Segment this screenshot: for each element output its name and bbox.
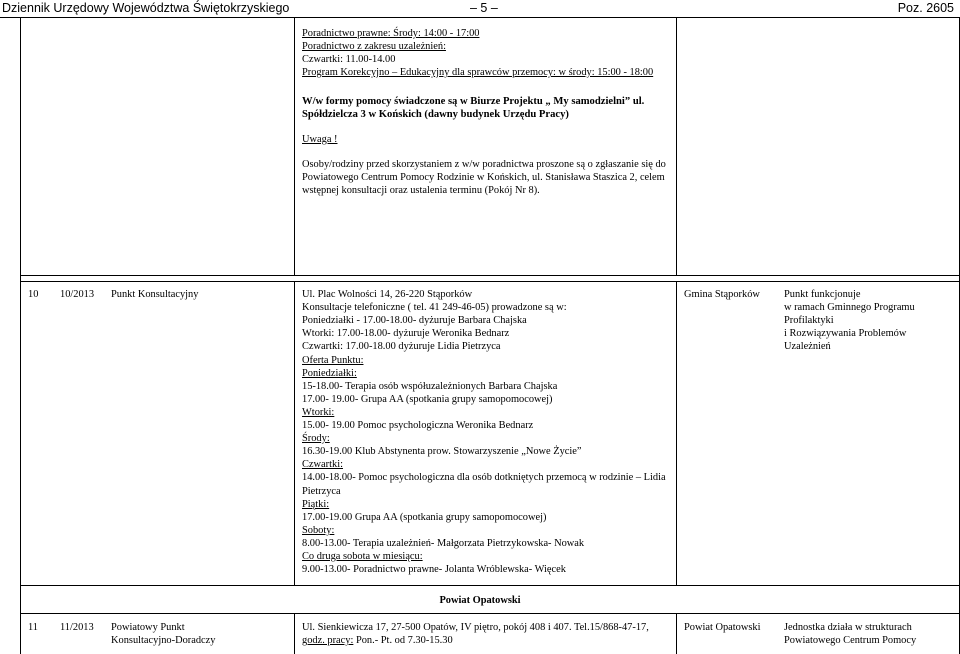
note-heading: Uwaga !	[302, 134, 338, 145]
row10-id: 10/2013	[60, 289, 95, 300]
row11-hours-value: Pon.- Pt. od 7.30-15.30	[353, 635, 453, 646]
row11-hours-label: godz. pracy:	[302, 635, 354, 646]
row10-desc-line: 15-18.00- Terapia osób współuzależnionych Barbara Chajska	[302, 380, 558, 392]
row10-note-line: Profilaktyki	[784, 315, 834, 327]
row10-desc-line: 17.00-19.00 Grupa AA (spotkania grupy samopomocowej)	[302, 511, 547, 523]
row10-desc-line: Środy:	[302, 433, 330, 445]
border-desc-left-top	[294, 18, 295, 275]
row11-name-line2: Konsultacyjno-Doradczy	[111, 635, 216, 646]
legal-advice-hours: Poradnictwo prawne: Środy: 14:00 - 17:00	[302, 28, 480, 39]
row10-desc-line: Czwartki:	[302, 459, 343, 471]
row-divider-4	[20, 613, 960, 614]
project-office-line2: Spółdzielcza 3 w Końskich (dawny budynek Urzędu Pracy)	[302, 109, 569, 120]
row10-note-line: Punkt funkcjonuje	[784, 289, 861, 300]
corrective-program: Program Korekcyjno – Edukacyjny dla sprawców przemocy: w środy: 15:00 - 18:00	[302, 67, 654, 78]
row10-name: Punkt Konsultacyjny	[111, 289, 199, 300]
border-desc-left-row11	[294, 614, 295, 654]
row10-number: 10	[28, 289, 39, 300]
row10-desc-line: Konsultacje telefoniczne ( tel. 41 249-46-05) prowadzone są w:	[302, 302, 567, 314]
note-line3: wstępnej konsultacji oraz ustalenia terminu (Pokój Nr 8).	[302, 185, 540, 196]
row10-desc-line: Poniedziałki:	[302, 367, 357, 379]
row11-gmina: Powiat Opatowski	[684, 622, 761, 633]
row10-desc-line: 15.00- 19.00 Pomoc psychologiczna Weronika Bednarz	[302, 420, 534, 431]
row10-desc-line: 14.00-18.00- Pomoc psychologiczna dla osób dotkniętych przemocą w rodzinie – Lidia	[302, 472, 666, 484]
row10-desc-line: 17.00- 19.00- Grupa AA (spotkania grupy samopomocowej)	[302, 393, 553, 405]
row10-desc-line: Pietrzyca	[302, 485, 341, 497]
position-number: Poz. 2605	[897, 1, 954, 15]
row11-note-line2: Powiatowego Centrum Pomocy	[784, 635, 917, 646]
row10-desc-line: Soboty:	[302, 524, 335, 536]
journal-title: Dziennik Urzędowy Województwa Świętokrzyskiego	[2, 1, 290, 15]
row10-desc-line: Czwartki: 17.00-18.00 dyżuruje Lidia Pietrzyca	[302, 341, 501, 353]
addiction-advice-hours: Czwartki: 11.00-14.00	[302, 54, 396, 65]
row11-number: 11	[28, 622, 39, 633]
page-number: – 5 –	[470, 1, 498, 15]
row-divider-1	[20, 275, 960, 276]
row10-note-line: i Rozwiązywania Problemów	[784, 328, 907, 340]
border-desc-right-top	[676, 18, 677, 275]
border-left	[20, 18, 21, 654]
row11-address: Ul. Sienkiewicza 17, 27-500 Opatów, IV piętro, pokój 408 i 407. Tel.15/868-47-17,	[302, 622, 649, 633]
row10-desc-line: Co druga sobota w miesiącu:	[302, 551, 423, 562]
row10-desc-line: 16.30-19.00 Klub Abstynenta prow. Stowarzyszenie „Nowe Życie”	[302, 446, 582, 458]
row10-desc-line: Oferta Punktu:	[302, 354, 364, 366]
border-desc-left-row10	[294, 281, 295, 585]
addiction-advice-label: Poradnictwo z zakresu uzależnień:	[302, 41, 446, 52]
header-rule	[0, 17, 960, 18]
border-desc-right-row10	[676, 281, 677, 585]
note-line1: Osoby/rodziny przed skorzystaniem z w/w poradnictwa proszone są o zgłaszanie się do	[302, 159, 666, 170]
row10-note-line: Uzależnień	[784, 341, 831, 353]
row10-desc-line: Poniedziałki - 17.00-18.00- dyżuruje Barbara Chajska	[302, 315, 527, 327]
border-desc-right-row11	[676, 614, 677, 654]
row10-desc-line: Ul. Plac Wolności 14, 26-220 Stąporków	[302, 289, 473, 300]
row11-id: 11/2013	[60, 622, 94, 633]
row11-name-line1: Powiatowy Punkt	[111, 622, 185, 633]
row10-desc-line: Piątki:	[302, 498, 330, 510]
note-line2: Powiatowego Centrum Pomocy Rodzinie w Końskich, ul. Stanisława Staszica 2, celem	[302, 172, 665, 183]
row10-desc-line: 8.00-13.00- Terapia uzależnień- Małgorzata Pietrzykowska- Nowak	[302, 537, 585, 549]
page-header	[0, 0, 960, 18]
row10-gmina: Gmina Stąporków	[684, 289, 760, 300]
row10-desc-line: Wtorki: 17.00-18.00- dyżuruje Weronika Bednarz	[302, 328, 510, 340]
row-divider-2	[20, 281, 960, 282]
row10-desc-line: 9.00-13.00- Poradnictwo prawne- Jolanta Wróblewska- Więcek	[302, 564, 566, 576]
row11-note-line1: Jednostka działa w strukturach	[784, 622, 912, 633]
row10-note-line: w ramach Gminnego Programu	[784, 302, 915, 314]
row-divider-3	[20, 585, 960, 586]
project-office-line1: W/w formy pomocy świadczone są w Biurze Projektu „ My samodzielni” ul.	[302, 96, 645, 107]
section-heading: Powiat Opatowski	[439, 595, 521, 606]
row10-desc-line: Wtorki:	[302, 406, 335, 418]
row11-hours-line	[302, 634, 453, 647]
